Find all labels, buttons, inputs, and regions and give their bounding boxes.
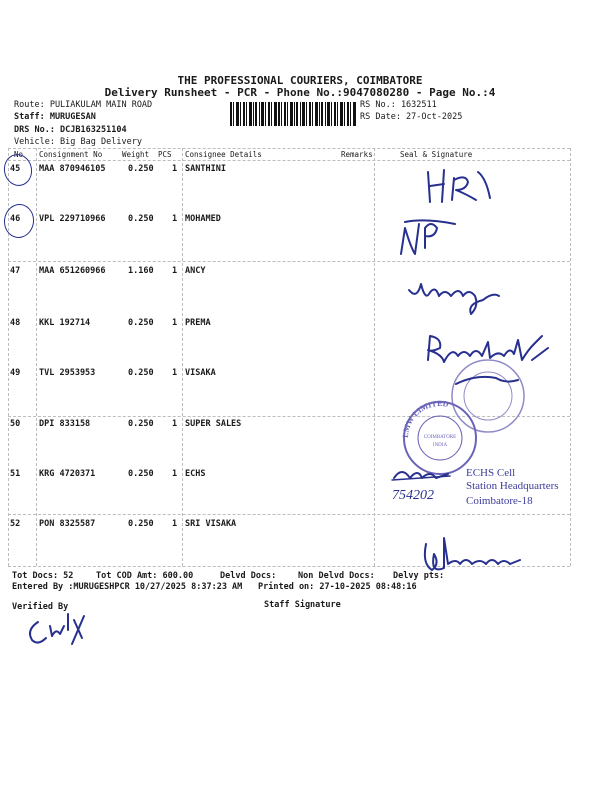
weight-value: 0.250 <box>128 419 154 429</box>
col-divider <box>570 148 571 566</box>
non-delivered-docs: Non Delvd Docs: <box>298 571 375 581</box>
col-header-consignee: Consignee Details <box>185 150 262 159</box>
verified-by-label: Verified By <box>12 602 69 612</box>
weight-value: 0.250 <box>128 318 154 328</box>
consignee-name: SRI VISAKA <box>185 519 237 529</box>
pcs-value: 1 <box>172 214 178 224</box>
consignee-name: ANCY <box>185 266 206 276</box>
route-label: Route: PULIAKULAM MAIN ROAD <box>14 100 153 110</box>
echs-stamp-line3: Coimbatore-18 <box>466 495 533 507</box>
col-header-remarks: Remarks <box>341 150 373 159</box>
col-header-weight: Weight <box>122 150 150 159</box>
svg-text:LMW LIMITED <box>401 399 450 438</box>
row-number: 51 <box>10 469 21 479</box>
table-header-rule <box>8 160 570 161</box>
consignee-name: PREMA <box>185 318 211 328</box>
rs-number: RS No.: 1632511 <box>360 100 437 110</box>
consignment-number: TVL 2953953 <box>39 368 96 378</box>
weight-value: 0.250 <box>128 519 154 529</box>
barcode-image <box>230 102 356 126</box>
signature-verified-by <box>24 610 96 650</box>
row-rule <box>8 514 570 515</box>
printed-on: Printed on: 27-10-2025 08:48:16 <box>258 582 417 592</box>
weight-value: 0.250 <box>128 164 154 174</box>
col-header-consignment: Consignment No <box>39 150 103 159</box>
consignment-number: MAA 870946105 <box>39 164 106 174</box>
consignee-name: MOHAMED <box>185 214 221 224</box>
handwritten-pin-number: 754202 <box>392 488 434 503</box>
consignment-number: KKL 192714 <box>39 318 91 328</box>
consignee-name: ECHS <box>185 469 206 479</box>
drs-number: DRS No.: DCJB163251104 <box>14 125 127 135</box>
col-divider <box>36 148 37 566</box>
col-header-no: No <box>14 150 24 159</box>
staff-label: Staff: MURUGESAN <box>14 112 96 122</box>
row-number: 45 <box>10 164 21 174</box>
signature-mohamed <box>395 214 465 260</box>
rs-date: RS Date: 27-Oct-2025 <box>360 112 463 122</box>
echs-stamp-line2: Station Headquarters <box>466 480 559 492</box>
pcs-value: 1 <box>172 519 178 529</box>
col-divider <box>374 148 375 566</box>
stamp-lmw-inner-text: COIMBATORE <box>423 435 457 440</box>
row-number: 48 <box>10 318 21 328</box>
row-number: 47 <box>10 266 21 276</box>
weight-value: 0.250 <box>128 469 154 479</box>
pcs-value: 1 <box>172 419 178 429</box>
weight-value: 1.160 <box>128 266 154 276</box>
pcs-value: 1 <box>172 164 178 174</box>
pcs-value: 1 <box>172 469 178 479</box>
stamp-lmw-center-text: INDIA <box>432 443 448 448</box>
runsheet-subtitle: Delivery Runsheet - PCR - Phone No.:9047080280 - Page No.:4 <box>104 86 496 99</box>
consignment-number: DPI 833158 <box>39 419 91 429</box>
table-top-rule <box>8 148 570 149</box>
consignee-name: VISAKA <box>185 368 216 378</box>
weight-value: 0.250 <box>128 368 154 378</box>
consignment-number: VPL 229710966 <box>39 214 106 224</box>
pcs-value: 1 <box>172 266 178 276</box>
consignment-number: PON 8325587 <box>39 519 96 529</box>
total-cod-amount: Tot COD Amt: 600.00 <box>96 571 194 581</box>
row-number: 52 <box>10 519 21 529</box>
total-docs: Tot Docs: 52 <box>12 571 74 581</box>
row-number: 50 <box>10 419 21 429</box>
pcs-value: 1 <box>172 318 178 328</box>
consignment-number: MAA 651260966 <box>39 266 106 276</box>
echs-stamp-line1: ECHS Cell <box>466 467 516 479</box>
delivery-points: Delvy pts: <box>393 571 445 581</box>
signature-echs <box>392 464 452 486</box>
consignment-number: KRG 4720371 <box>39 469 96 479</box>
col-header-seal: Seal & Signature <box>400 150 473 159</box>
signature-santhini <box>420 168 500 208</box>
row-number: 49 <box>10 368 21 378</box>
col-divider <box>182 148 183 566</box>
weight-value: 0.250 <box>128 214 154 224</box>
staff-signature-label: Staff Signature <box>264 600 341 610</box>
stamp-lmw-outer-text: LMW LIMITED <box>400 398 450 439</box>
entered-by: Entered By :MURUGESHPCR 10/27/2025 8:37:23 AM <box>12 582 243 592</box>
row-rule <box>8 261 570 262</box>
company-title: THE PROFESSIONAL COURIERS, COIMBATORE <box>177 74 423 87</box>
consignee-name: SANTHINI <box>185 164 226 174</box>
pcs-value: 1 <box>172 368 178 378</box>
col-header-pcs: PCS <box>158 150 172 159</box>
consignee-name: SUPER SALES <box>185 419 242 429</box>
row-number: 46 <box>10 214 21 224</box>
vehicle-label: Vehicle: Big Bag Delivery <box>14 137 142 147</box>
signature-ancy <box>405 274 505 318</box>
delivered-docs: Delvd Docs: <box>220 571 277 581</box>
